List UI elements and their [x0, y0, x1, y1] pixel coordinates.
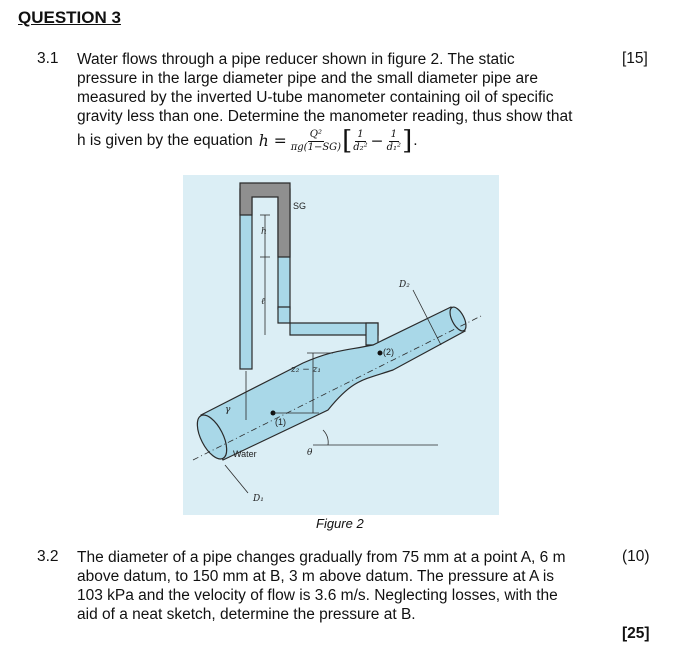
- figure-2: [183, 175, 499, 515]
- term1-denominator: d₂²: [353, 141, 368, 153]
- figure-caption: Figure 2: [316, 516, 364, 531]
- equation-lhs: h =: [258, 132, 287, 150]
- label-sg: SG: [293, 201, 307, 211]
- label-l: ℓ: [261, 297, 265, 307]
- q1-number: 3.1: [37, 50, 59, 67]
- q1-line: h is given by the equation: [77, 132, 253, 149]
- point-2-marker: [378, 351, 383, 356]
- q2-line: aid of a neat sketch, determine the pressure at B.: [77, 606, 416, 623]
- label-d2: D₂: [399, 280, 410, 290]
- label-d1: D₁: [253, 494, 264, 504]
- left-bracket: [: [342, 126, 353, 156]
- q2-line: above datum, to 150 mm at B, 3 m above datum. The pressure at A is: [77, 568, 555, 585]
- q2-marks: (10): [622, 548, 650, 565]
- q1-line: gravity less than one. Determine the manometer reading, thus show that: [77, 108, 573, 125]
- label-h: h: [261, 227, 267, 237]
- equation-term2: [387, 129, 401, 154]
- label-gamma: γ: [225, 405, 231, 415]
- q1-line: pressure in the large diameter pipe and the small diameter pipe are: [77, 70, 538, 87]
- label-point-1: (1): [275, 417, 286, 427]
- q1-line: measured by the inverted U-tube manometer containing oil of specific: [77, 89, 554, 106]
- label-water: Water: [233, 449, 257, 459]
- term1-numerator: 1: [357, 128, 364, 140]
- equation-main-fraction: [291, 129, 341, 154]
- equation-denominator: πg(1−SG): [290, 141, 342, 153]
- question-heading: QUESTION 3: [18, 8, 121, 27]
- tap-2: [366, 323, 378, 345]
- label-theta: θ: [307, 448, 313, 458]
- q1-text: [77, 50, 612, 126]
- q1-line: Water flows through a pipe reducer shown in figure 2. The static: [77, 51, 515, 68]
- figure-background: [183, 175, 499, 515]
- q2-line: The diameter of a pipe changes gradually from 75 mm at a point A, 6 m: [77, 549, 566, 566]
- q1-equation-line: [77, 128, 418, 154]
- equation-term1: [353, 129, 367, 154]
- q2-number: 3.2: [37, 548, 59, 565]
- right-bracket: ]: [402, 126, 413, 156]
- label-point-2: (2): [383, 347, 394, 357]
- total-marks: [25]: [622, 625, 650, 642]
- label-dz: z₂ − z₁: [291, 365, 321, 375]
- q2-line: 103 kPa and the velocity of flow is 3.6 m/s. Neglecting losses, with the: [77, 587, 558, 604]
- manometer-left-leg: [240, 189, 252, 369]
- equation-end: .: [413, 132, 418, 149]
- term2-numerator: 1: [390, 128, 398, 140]
- equation-numerator: Q²: [309, 128, 322, 140]
- q2-text: [77, 548, 617, 624]
- q1-marks: [15]: [622, 50, 648, 67]
- term2-denominator: d₁²: [386, 141, 402, 153]
- minus-sign: −: [370, 132, 384, 150]
